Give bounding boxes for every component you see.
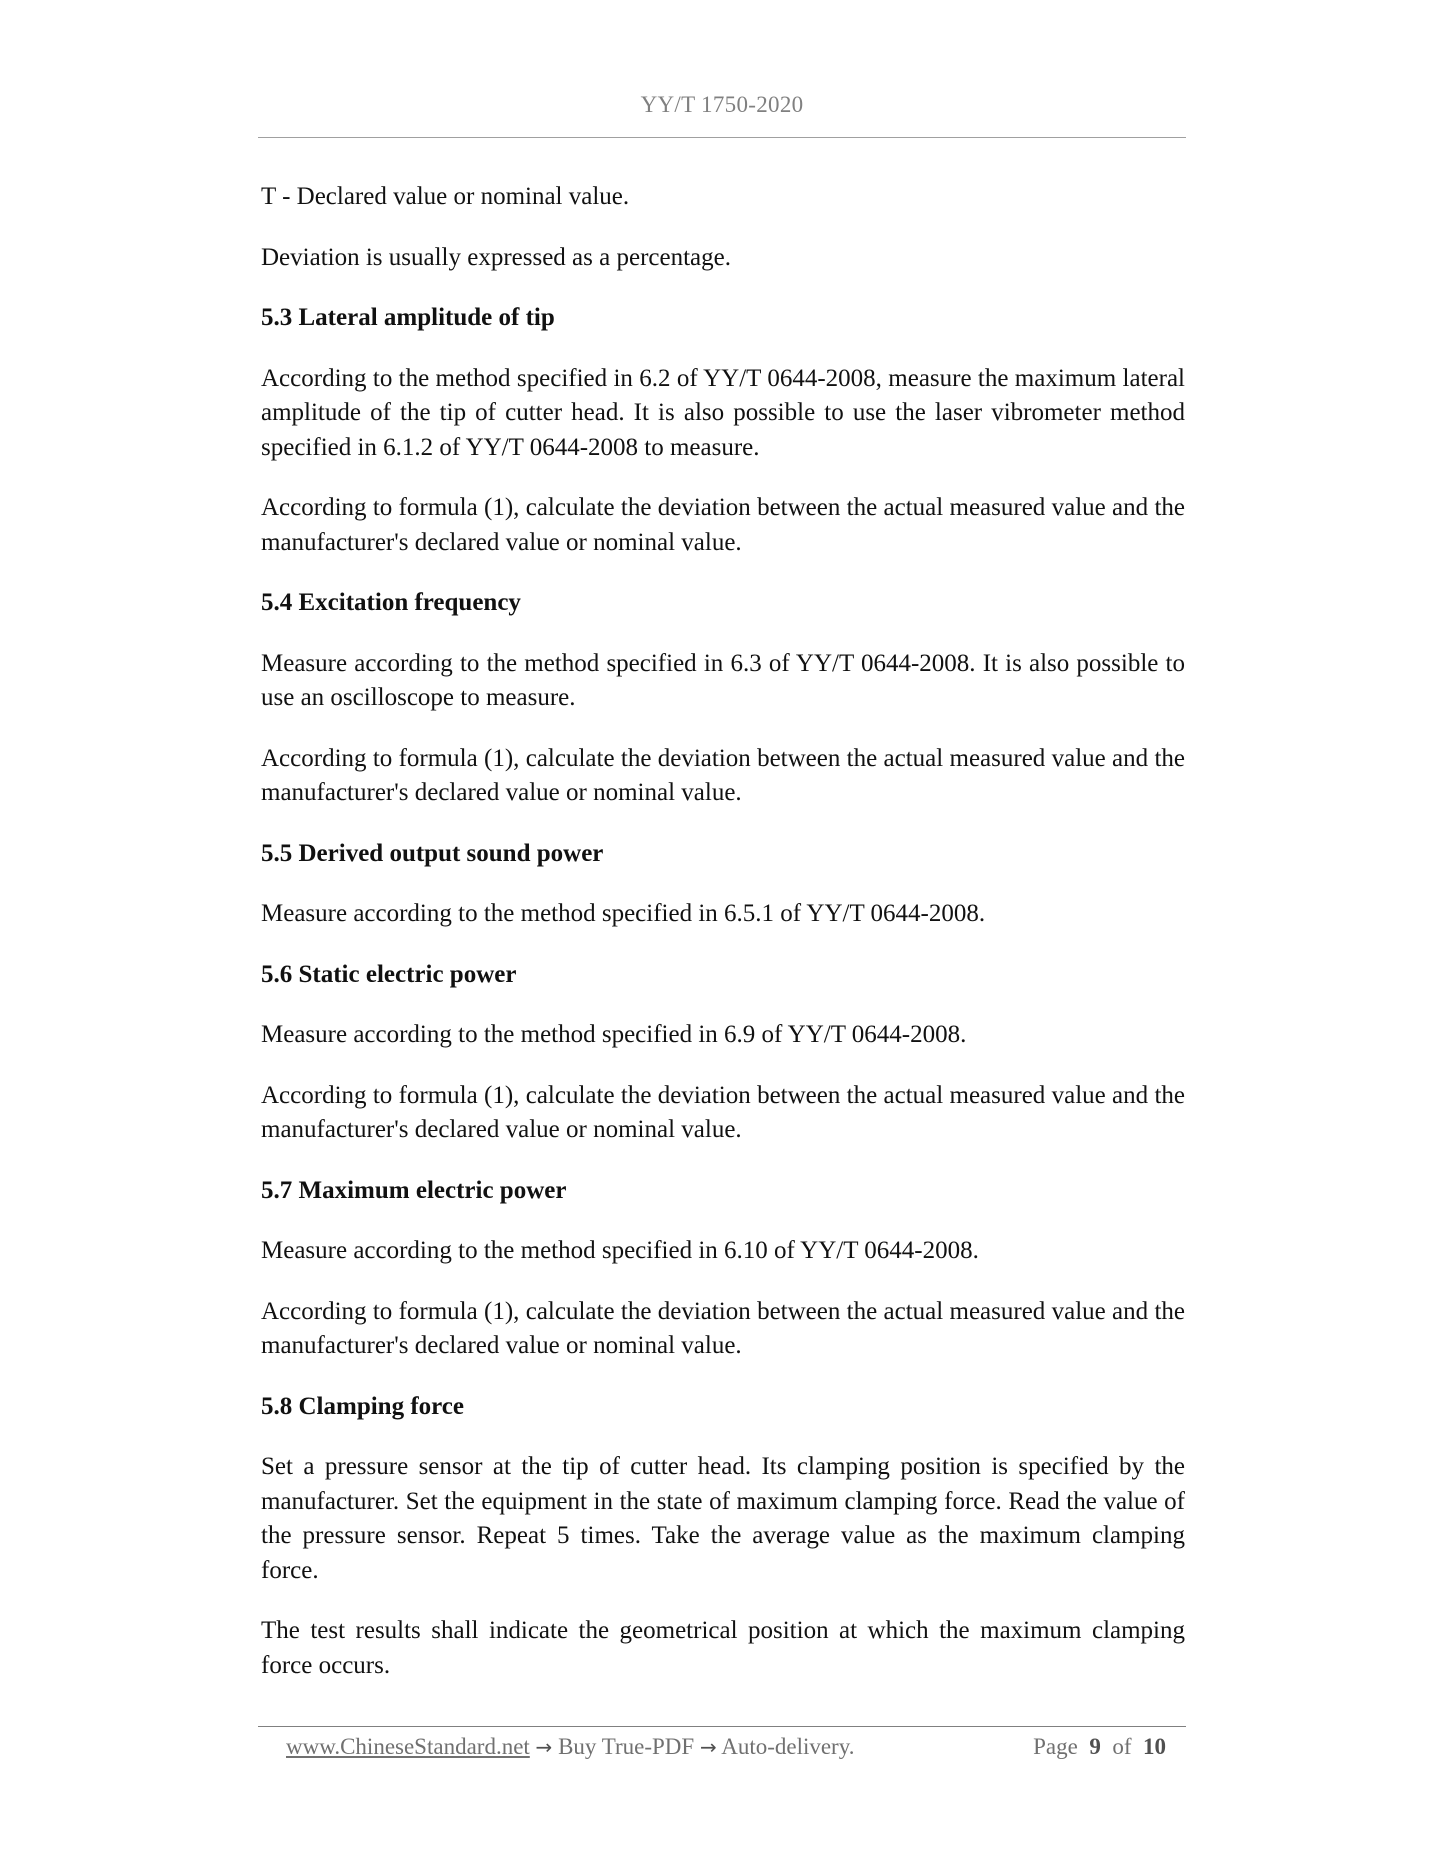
paragraph: According to formula (1), calculate the deviation between the actual measured value and the manufacturer's declared value or nominal value. (261, 1297, 1185, 1359)
footer-divider (258, 1726, 1186, 1727)
page-label: Page (1033, 1734, 1078, 1759)
section-heading: 5.3 Lateral amplitude of tip (261, 304, 555, 331)
paragraph: Set a pressure sensor at the tip of cutter head. Its clamping position is specified by the manufacturer. Set the equipment in the state of maximum clamping force. Read the value of the pressure sensor. Repeat 5 times. Take the average value as the maximum clamping force. (261, 1453, 1185, 1584)
page-current: 9 (1089, 1734, 1101, 1759)
paragraph: According to formula (1), calculate the deviation between the actual measured value and the manufacturer's declared value or nominal value. (261, 494, 1185, 556)
paragraph: Measure according to the method specified in 6.10 of YY/T 0644-2008. (261, 1237, 979, 1264)
arrow-right-icon: → (535, 1735, 553, 1759)
page-header: YY/T 1750-2020 (640, 92, 804, 117)
section-heading: 5.8 Clamping force (261, 1392, 464, 1420)
section-heading: 5.4 Excitation frequency (261, 589, 521, 616)
footer-promo (286, 1730, 854, 1764)
paragraph: According to the method specified in 6.2 of YY/T 0644-2008, measure the maximum lateral amplitude of the tip of cutter head. It is also possible to use the laser vibrometer method specified in 6.1.2 of YY/T 0644-2008 to measure. (261, 364, 1185, 461)
arrow-right-icon: → (699, 1735, 717, 1759)
page-of-label: of (1112, 1734, 1132, 1759)
document-body (261, 180, 1185, 1709)
page-total: 10 (1143, 1734, 1166, 1759)
buy-true-pdf-text: Buy True-PDF (558, 1734, 695, 1759)
paragraph: T - Declared value or nominal value. (261, 183, 630, 210)
auto-delivery-text: Auto-delivery. (721, 1734, 855, 1759)
paragraph: Measure according to the method specified in 6.3 of YY/T 0644-2008. It is also possible to use an oscilloscope to measure. (261, 649, 1185, 711)
section-heading: 5.5 Derived output sound power (261, 839, 604, 867)
page-counter (1033, 1730, 1166, 1764)
paragraph: Deviation is usually expressed as a percentage. (261, 243, 731, 271)
paragraph: According to formula (1), calculate the deviation between the actual measured value and the manufacturer's declared value or nominal value. (261, 744, 1185, 806)
header-divider (258, 137, 1186, 138)
paragraph: The test results shall indicate the geometrical position at which the maximum clamping force occurs. (261, 1617, 1185, 1679)
paragraph: Measure according to the method specified in 6.5.1 of YY/T 0644-2008. (261, 900, 986, 927)
section-heading: 5.7 Maximum electric power (261, 1176, 567, 1204)
section-heading: 5.6 Static electric power (261, 960, 517, 988)
paragraph: Measure according to the method specified in 6.9 of YY/T 0644-2008. (261, 1021, 967, 1048)
website-link[interactable]: www.ChineseStandard.net (286, 1734, 530, 1759)
paragraph: According to formula (1), calculate the deviation between the actual measured value and the manufacturer's declared value or nominal value. (261, 1081, 1185, 1143)
